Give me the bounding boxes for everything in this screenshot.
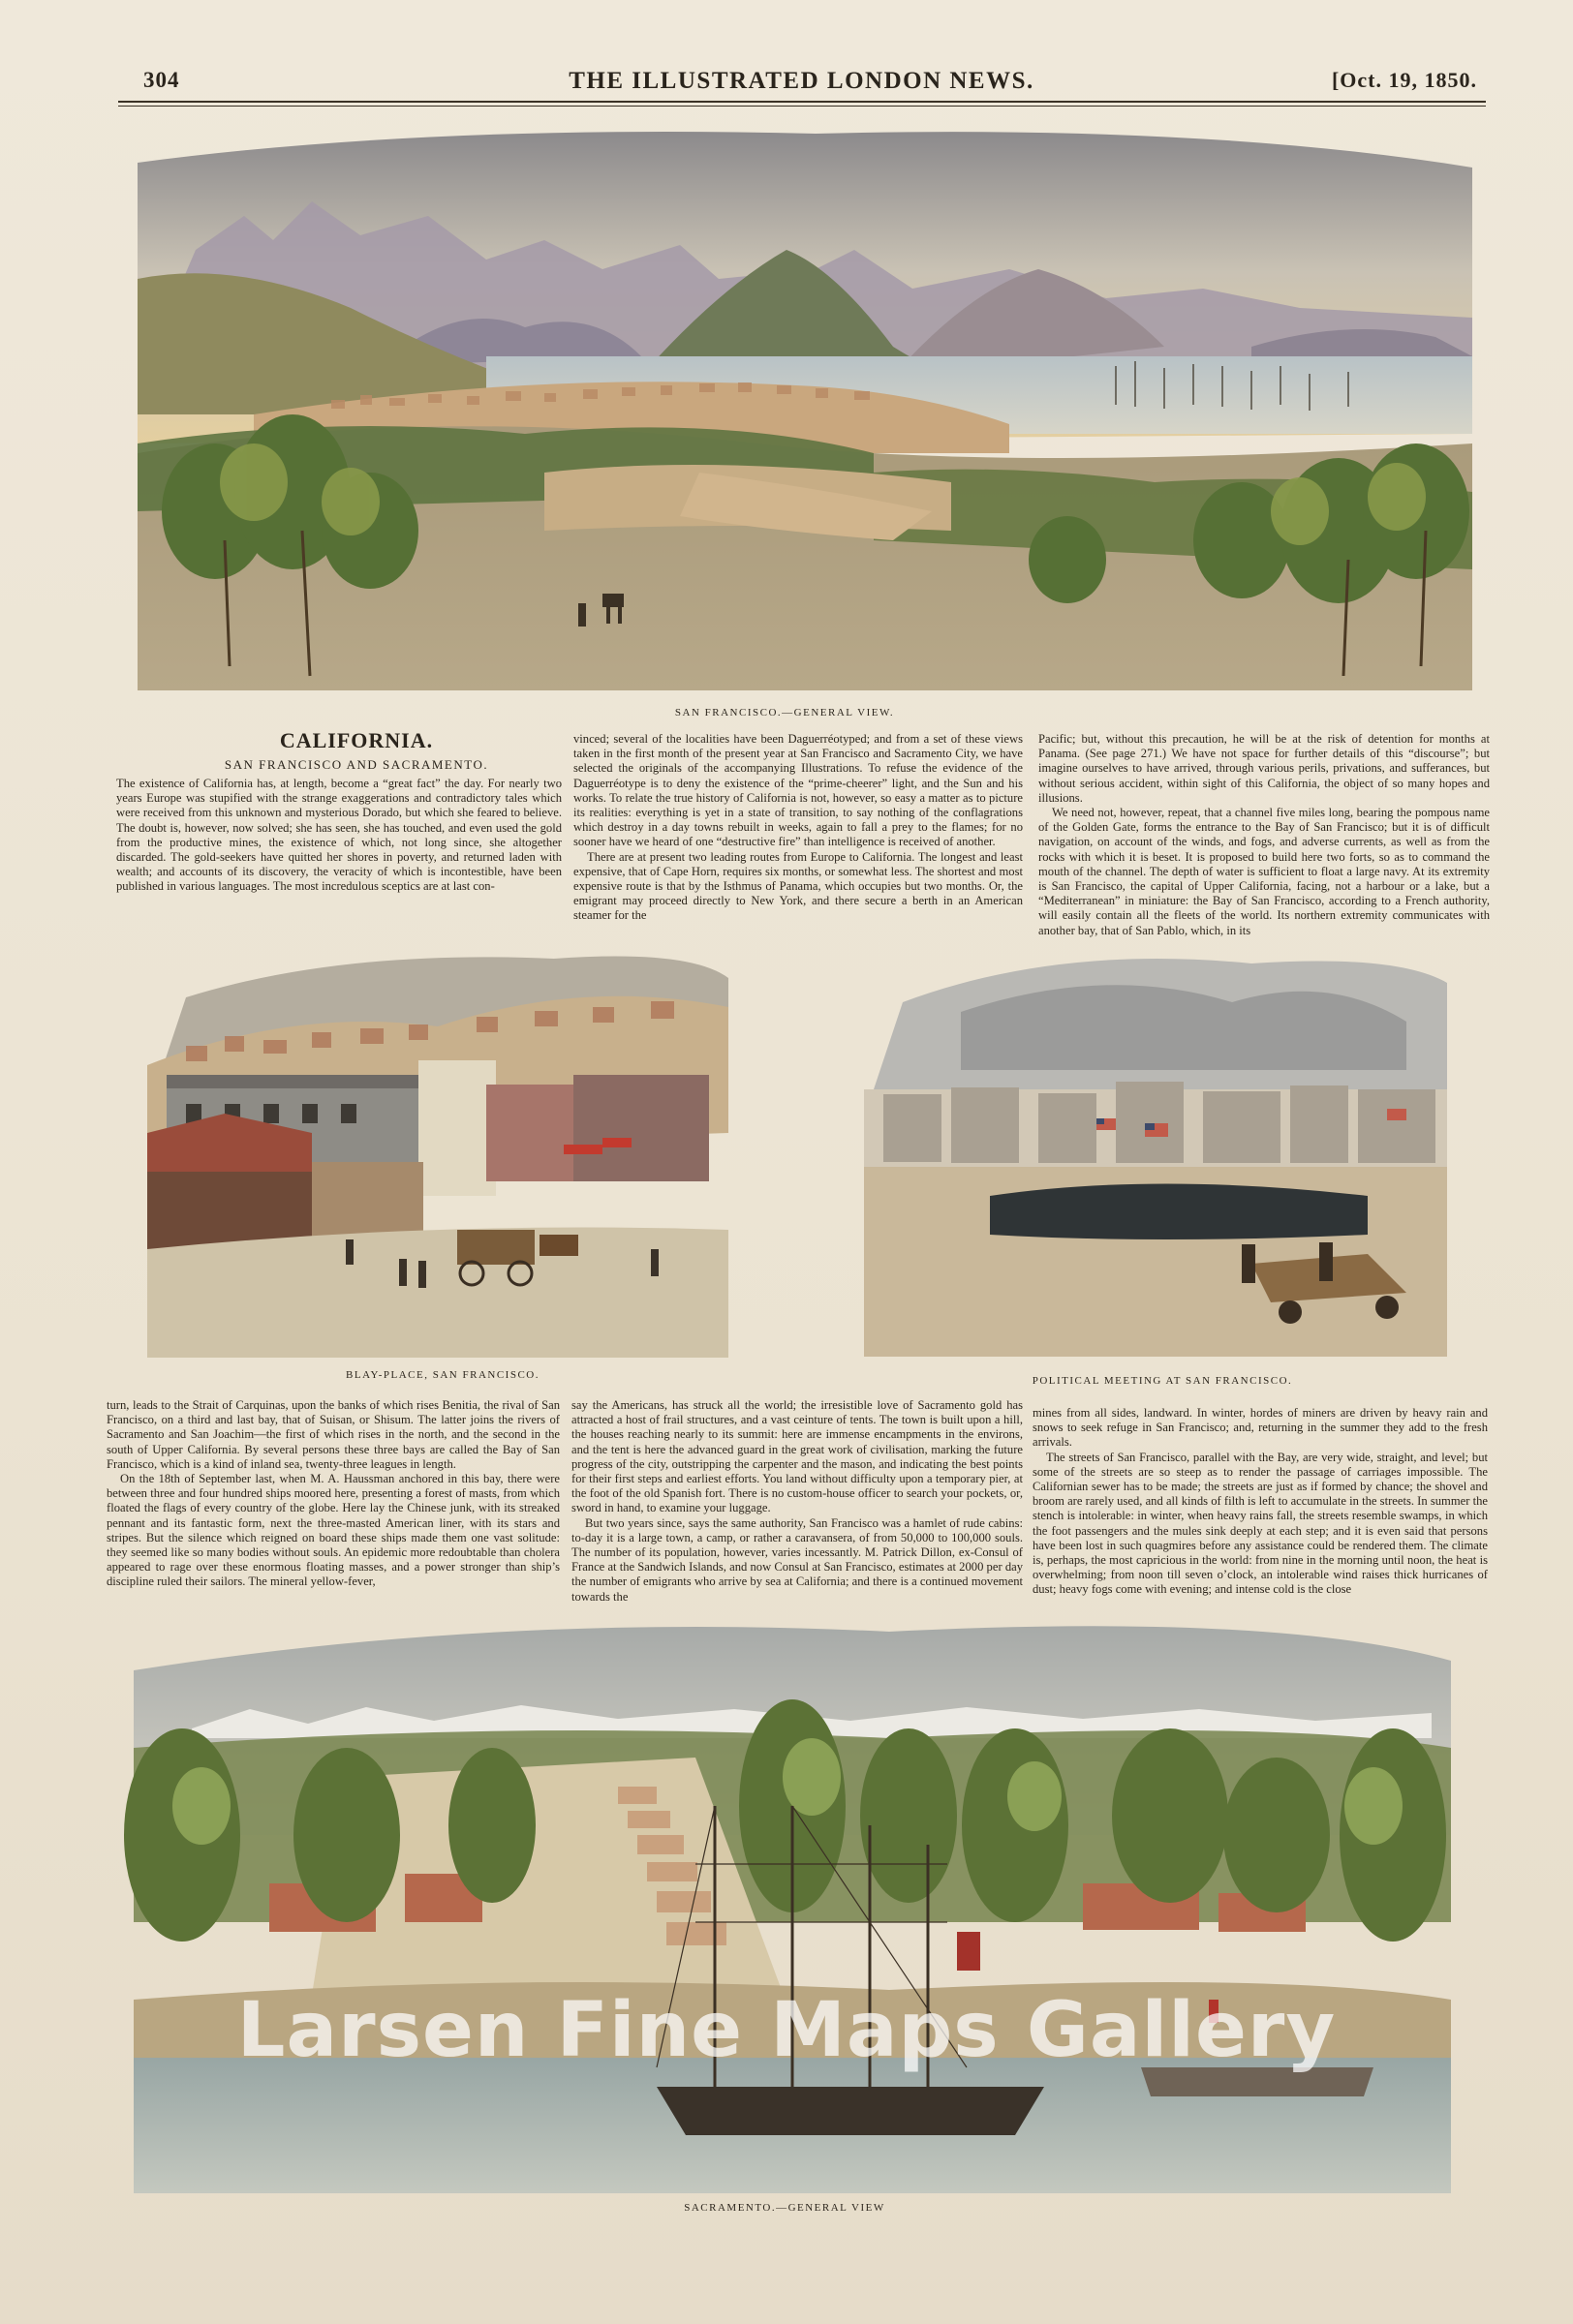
paragraph: The streets of San Francisco, parallel with the Bay, are very wide, straight, and level; but some of the streets are so steep as to render the passage of carriages impossible. The Californian sewer has to be made; the streets are just as if formed by chance; the shovel and broom are rarely used, and all kinds of filth is left to accumulate in the streets. In summer the stench is intolerable: in winter, when heavy rains fall, the streets resemble swamps, in which the foot passengers and the mules sink deeply at each step; and it is even said that persons have been lost in such quagmires before any assistance could be rendered them. The climate is, perhaps, the most capricious in the world: from nine in the morning until noon, the heat is overwhelming; from noon till seven o’clock, an intolerable wind raises thick hurricanes of dust; heavy fogs come with evening; and intense cold is the close [1033, 1450, 1488, 1597]
paragraph: On the 18th of September last, when M. A. Haussman anchored in this bay, there were between three and four hundred ships moored here, presenting a forest of masts, from which floated the flags of every country of the globe. Here lay the Chinese junk, with its streaked pennant and its fantastic form, next the three-masted American liner, with its stars and stripes. But the silence which reigned on board these ships made them one vast solitude: they seemed like so many bodies without souls. An epidemic more redoubtable than cholera appeared to rage over these enormous floating masses, and a power stronger than ship’s discipline ruled their sailors. The mineral yellow-fever, [107, 1472, 560, 1589]
text-column-3 [1038, 732, 1490, 937]
publication-title: THE ILLUSTRATED LONDON NEWS. [569, 68, 1034, 94]
plate-play-place [147, 939, 728, 1358]
watermark: Larsen Fine Maps Gallery [236, 1987, 1337, 2074]
paragraph: The existence of California has, at length, become a “great fact” the day. For nearly two years Europe was stupified with the strange exaggerations and contradictory tales which were received from this unknown and mysterious Dorado, but which she feared to believe. The doubt is, however, now solved; she has seen, she has touched, and even used the gold from the productive mines, the existence of which, not long since, she altogether discarded. The gold-seekers have quitted her shores in poverty, and returned laden with wealth; and accounts of its discovery, the veracity of which is incontestible, have been published in various languages. The most incredulous sceptics are at last con- [116, 777, 562, 894]
issue-date: [Oct. 19, 1850. [1331, 68, 1477, 92]
paragraph: But two years since, says the same authority, San Francisco was a hamlet of rude cabins: to-day it is a large town, a camp, or rather a caravansera, of from 50,000 to 100,000 souls. The number of its population, however, varies incessantly. M. Patrick Dillon, ex-Consul of France at the Sandwich Islands, and now Consul at San Francisco, estimates at 2000 per day the number of emigrants who arrive by sea at California; and there is a continued movement towards the [571, 1515, 1023, 1604]
plate-political-meeting [864, 934, 1447, 1357]
page-number: 304 [143, 68, 180, 92]
caption-general-view: SAN FRANCISCO.—GENERAL VIEW. [674, 707, 895, 719]
paragraph: turn, leads to the Strait of Carquinas, upon the banks of which rises Benitia, the rival of San Francisco, on a third and last bay, that of Suisan, or Shisum. The latter joins the rivers of Sacramento and San Joachim—the first of which rises in the north, and the second in the south of Upper California. By several persons these three bays are called the Bay of San Francisco, which is a kind of inland sea, twenty-three leagues in length. [107, 1398, 560, 1471]
article-title: CALIFORNIA. [279, 728, 434, 752]
paragraph: Pacific; but, without this precaution, he will be at the risk of detention for months at Panama. (See page 271.) We have not space for further details of this “discourse”; but imagine ourselves to have arrived, through various perils, privations, and sufferances, but without serious accident, within sight of this California, the object of so many hopes and illusions. [1038, 732, 1490, 805]
text-column-1 [116, 777, 562, 922]
masthead [116, 64, 1487, 103]
caption-political-meeting: POLITICAL MEETING AT SAN FRANCISCO. [1032, 1375, 1293, 1387]
caption-play-place: BLAY-PLACE, SAN FRANCISCO. [346, 1369, 540, 1381]
paragraph: vinced; several of the localities have been Daguerréotyped; and from a set of these views taken in the first month of the present year at San Francisco and Sacramento City, we have selected the originals of the accompanying Illustrations. To refuse the evidence of the Daguerréotype is to deny the existence of the “prime-cheerer” light, and the Sun and his works. To relate the true history of California is not, however, so easy a matter as to picture its realities: everything is yet in a state of transition, to say nothing of the conflagrations which destroy in a day towns rebuilt in weeks, again to fall a prey to the flames; for no sooner have we heard of one “destructive fire” than intelligence is received of another. [573, 732, 1023, 849]
header-rule-thin [118, 106, 1486, 107]
plate-san-francisco-general-view [138, 124, 1472, 690]
plate-sacramento-general-view [114, 1612, 1468, 2193]
paragraph: We need not, however, repeat, that a channel five miles long, bearing the pompous name of the Golden Gate, forms the entrance to the Bay of San Francisco; but it is of difficult navigation, on account of the winds, and fogs, and adverse currents, as well as from the rocks with which it is beset. It is proposed to build here two forts, so as to command the mouth of the channel. The depth of water is sufficient to float a large navy. At its extremity is San Francisco, the capital of Upper California, facing, not a harbour or a lake, but a “Mediterranean” in miniature: the Bay of San Francisco, according to a French authority, will easily contain all the fleets of the world. Its northern extremity communicates with another bay, that of San Pablo, which, in its [1038, 806, 1490, 937]
text-column-2 [573, 732, 1023, 922]
text-column-4 [107, 1398, 560, 1598]
text-column-6 [1033, 1406, 1488, 1600]
paragraph: There are at present two leading routes from Europe to California. The longest and least expensive, that of Cape Horn, requires six months, or somewhat less. The shortest and most expensive route is that by the Isthmus of Panama, which occupies but two months. Or, the emigrant may proceed directly to New York, and there secure a berth in an American steamer for the [573, 849, 1023, 923]
paragraph: say the Americans, has struck all the world; the irresistible love of Sacramento gold has attracted a host of frail structures, and a vast ceinture of tents. The town is built upon a hill, the houses reaching nearly to its summit: here are immense encampments in the environs, and the tent is here the advanced guard in the great work of civilisation, marking the future progress of the city, outstripping the carpenter and the mason, and indicating the best points for their first steps and earliest efforts. You land without difficulty upon a temporary pier, at the foot of the old Spanish fort. There is no custom-house officer to search your pockets, or, sword in hand, to examine your luggage. [571, 1398, 1023, 1515]
article-subtitle: SAN FRANCISCO AND SACRAMENTO. [224, 757, 489, 772]
header-rule [118, 101, 1486, 103]
text-column-5 [571, 1398, 1023, 1604]
paragraph: mines from all sides, landward. In winter, hordes of miners are driven by heavy rain and snows to seek refuge in San Francisco; and, returning in the summer they add to the fresh arrivals. [1033, 1406, 1488, 1450]
caption-sacramento: SACRAMENTO.—GENERAL VIEW [684, 2202, 885, 2214]
